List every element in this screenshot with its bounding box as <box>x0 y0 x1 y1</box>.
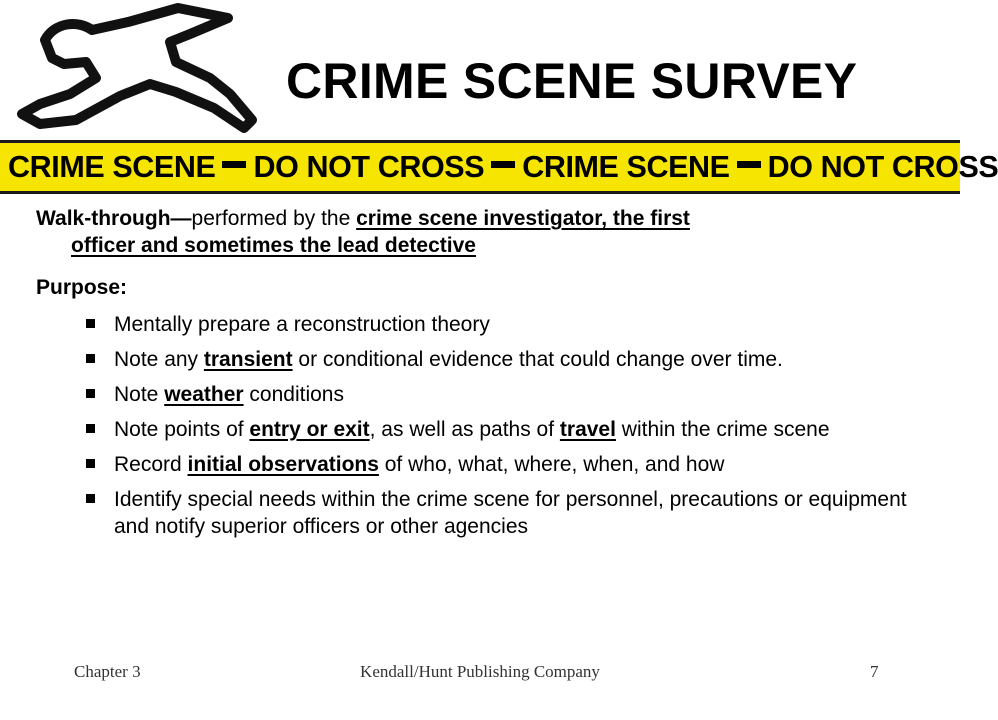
walkthrough-roles-line1: crime scene investigator, the first <box>356 207 690 230</box>
slide-body <box>0 198 960 658</box>
bullet-text-post: conditions <box>243 383 344 406</box>
walkthrough-paragraph <box>36 205 916 259</box>
list-item <box>86 381 916 408</box>
square-bullet-icon <box>86 354 95 363</box>
bullet-text-post: or conditional evidence that could change over time. <box>292 348 783 371</box>
walkthrough-desc: performed by the <box>191 207 357 230</box>
bullet-text-pre: Note points of <box>114 418 250 441</box>
footer-chapter: Chapter 3 <box>74 662 141 681</box>
list-item <box>86 311 916 338</box>
tape-segment: CRIME SCENE <box>522 149 730 184</box>
square-bullet-icon <box>86 319 95 328</box>
bullet-text-mid: , as well as paths of <box>369 418 560 441</box>
list-item <box>86 416 916 443</box>
list-item <box>86 346 916 373</box>
page-title: CRIME SCENE SURVEY <box>286 53 858 109</box>
bullet-text-pre: Note any <box>114 348 204 371</box>
square-bullet-icon <box>86 459 95 468</box>
bullet-text-pre: Record <box>114 453 188 476</box>
walkthrough-roles-line2: officer and sometimes the lead detective <box>71 234 476 257</box>
tape-dash-icon <box>737 161 761 168</box>
bullet-text-post: within the crime scene <box>615 418 830 441</box>
square-bullet-icon <box>86 424 95 433</box>
tape-dash-icon <box>222 161 246 168</box>
bullet-keyword: transient <box>203 348 293 371</box>
list-item <box>86 486 916 540</box>
square-bullet-icon <box>86 494 95 503</box>
bullet-text-post: of who, what, where, when, and how <box>378 453 725 476</box>
purpose-list <box>86 311 916 548</box>
footer-publisher: Kendall/Hunt Publishing Company <box>360 662 600 681</box>
bullet-text: Identify special needs within the crime scene for personnel, precautions or equipment and notify superior officers or other agencies <box>114 488 907 538</box>
footer-page-number: 7 <box>870 662 879 681</box>
body-outline-icon <box>0 0 278 150</box>
tape-segment: DO NOT CROSS <box>253 149 485 184</box>
bullet-keyword: entry or exit <box>249 418 370 441</box>
tape-track <box>0 150 998 185</box>
purpose-label: Purpose: <box>36 276 128 299</box>
slide-footer <box>0 662 960 686</box>
bullet-keyword: weather <box>164 383 244 406</box>
walkthrough-dash: — <box>170 207 192 230</box>
tape-dash-icon <box>491 161 515 168</box>
list-item <box>86 451 916 478</box>
walkthrough-term: Walk-through <box>36 207 171 230</box>
tape-segment: DO NOT CROSS <box>767 149 998 184</box>
tape-segment: CRIME SCENE <box>8 149 216 184</box>
bullet-text: Mentally prepare a reconstruction theory <box>114 313 490 336</box>
bullet-text-pre: Note <box>114 383 165 406</box>
square-bullet-icon <box>86 389 95 398</box>
bullet-keyword: initial observations <box>187 453 379 476</box>
crime-scene-tape <box>0 140 998 194</box>
bullet-keyword: travel <box>559 418 616 441</box>
